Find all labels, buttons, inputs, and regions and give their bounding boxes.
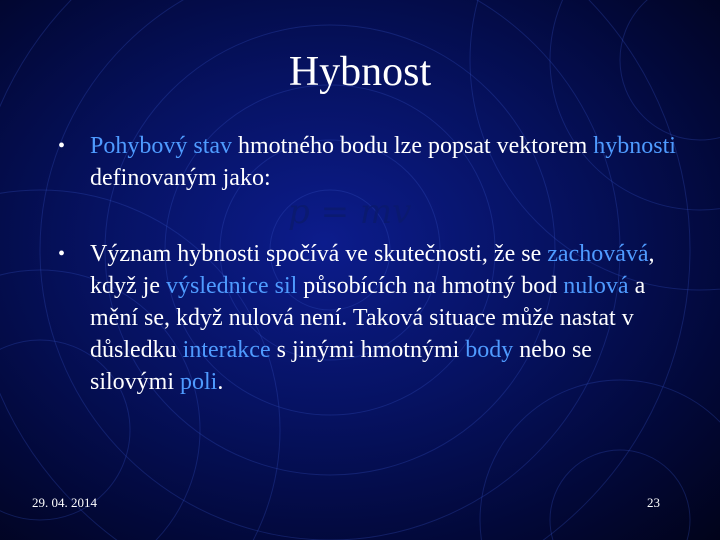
text-run: výslednice sil xyxy=(165,273,298,299)
momentum-formula xyxy=(288,192,428,232)
formula-velocity: v xyxy=(392,192,412,232)
bullet-text-2 xyxy=(90,241,655,395)
text-run: poli xyxy=(180,369,218,395)
text-run: Význam hybnosti spočívá ve skutečnosti, že se xyxy=(90,241,548,267)
bullet-item-2 xyxy=(58,238,678,398)
text-run: nulová xyxy=(563,273,629,299)
text-run: hybnosti xyxy=(593,133,676,159)
text-run: s jinými hmotnými xyxy=(270,337,466,363)
formula-equals: = xyxy=(320,192,350,232)
slide-title: Hybnost xyxy=(288,49,432,95)
text-run: působících na hmotný bod xyxy=(297,273,564,299)
text-run: a mění se, když nulová není. Taková situace může nastat v důsledku xyxy=(90,273,646,363)
text-run: Pohybový stav xyxy=(90,133,233,159)
formula-mass: m xyxy=(359,192,393,232)
bullet-icon: • xyxy=(58,243,66,265)
footer-date: 29. 04. 2014 xyxy=(32,495,97,510)
bullet-list xyxy=(58,130,678,398)
text-run: . xyxy=(217,369,224,395)
text-run: body xyxy=(465,337,514,363)
text-run: definovaným jako: xyxy=(90,165,271,191)
bullet-text-1 xyxy=(90,133,676,191)
formula-lhs: p xyxy=(288,192,310,232)
page-number: 23 xyxy=(647,495,660,510)
bullet-icon: • xyxy=(58,135,66,157)
text-run: interakce xyxy=(182,337,271,363)
text-run: , když je xyxy=(90,241,655,299)
text-run: zachovává xyxy=(547,241,649,267)
bullet-item-1 xyxy=(58,130,678,194)
text-run: nebo se silovými xyxy=(90,337,592,395)
text-run: hmotného bodu lze popsat vektorem xyxy=(232,133,594,159)
